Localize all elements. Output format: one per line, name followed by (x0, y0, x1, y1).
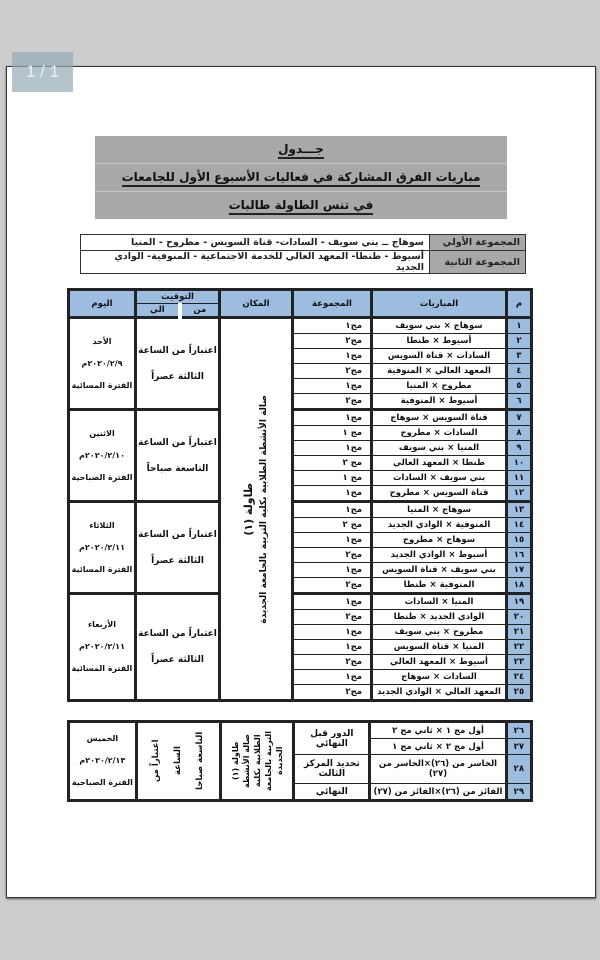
match-teams: أول مج ٢ × ثاني مج ١ (370, 739, 506, 755)
round-semifinal: الدور قبل النهائي (294, 722, 370, 755)
match-group: مج ٢ (293, 456, 372, 471)
match-number: ٢٤ (507, 670, 532, 685)
match-teams: السادات × سوهاج (372, 670, 507, 685)
match-group: مج١ (293, 533, 372, 548)
match-group: مج ١ (293, 426, 372, 441)
match-number: ١٠ (507, 456, 532, 471)
time-cell (136, 318, 220, 410)
match-number: ٣ (507, 349, 532, 364)
match-group: مج٢ (293, 578, 372, 594)
finals-day (69, 722, 137, 801)
group-label: المجموعة الأولي (430, 235, 526, 251)
group-teams: سوهاج ــ بني سويف - السادات- قناة السويس - مطروح - المنيا (81, 235, 430, 251)
match-group: مج١ (293, 379, 372, 394)
match-group: مج٢ (293, 655, 372, 670)
day-date: ٢٠٢٠/٢/١١م (79, 642, 125, 651)
match-teams: قناة السويس × مطروح (372, 486, 507, 502)
match-group: مج١ (293, 625, 372, 640)
day-cell (69, 594, 136, 701)
finals-place (220, 722, 294, 801)
match-teams: المعهد العالي × المنوفية (372, 364, 507, 379)
finals-place-hall: صالة الأنشطة الطلابية بكلية التربية بالجامعة الجديدة (241, 731, 284, 791)
match-number: ٨ (507, 426, 532, 441)
time-cell (136, 410, 220, 502)
time-from: اعتباراً من الساعة (138, 529, 217, 540)
header-matches: المباريات (372, 290, 507, 318)
header-time: التوقيت (136, 290, 220, 304)
match-teams: الوادي الجديد × طنطا (372, 610, 507, 625)
match-row (69, 594, 532, 610)
match-number: ٤ (507, 364, 532, 379)
day-date: ٢٠٢٠/٢/١٠م (79, 450, 125, 460)
header-to: الي (136, 304, 180, 318)
match-teams: المنوفية × الوادي الجديد (372, 518, 507, 533)
day-period: الفترة المسائية (71, 664, 133, 673)
match-number: ١٤ (507, 518, 532, 533)
match-number: ٧ (507, 410, 532, 426)
match-group: مج٢ (293, 610, 372, 625)
day-period: الفترة الصباحية (71, 778, 133, 787)
schedule-table (67, 288, 533, 702)
day-name: الأحد (92, 336, 112, 346)
groups-table (80, 234, 526, 274)
title-line-1: جـــدول (278, 142, 324, 159)
match-teams: قناة السويس × سوهاج (372, 410, 507, 426)
group-label: المجموعة الثانية (430, 251, 526, 274)
day-period: الفترة المسائية (71, 564, 133, 574)
match-teams: السادات × مطروح (372, 426, 507, 441)
match-number: ٢ (507, 334, 532, 349)
group-row (81, 251, 526, 274)
match-teams: أسيوط × الوادي الجديد (372, 548, 507, 563)
match-number: ٢١ (507, 625, 532, 640)
match-group: مج١ (293, 318, 372, 334)
match-row (69, 318, 532, 334)
title-line-2: مباريات الفرق المشاركة في فعاليات الأسبوع الأول للجامعات (122, 170, 481, 187)
match-number: ١٣ (507, 502, 532, 518)
match-number: ٢٩ (506, 784, 531, 801)
match-teams: مطروح × المنيا (372, 379, 507, 394)
match-group: مج١ (293, 486, 372, 502)
venue-hall: صالة الأنشطة الطلابية بكلية التربية بالجامعة الجديدة (258, 394, 269, 624)
round-third-place: تحديد المركز الثالث (294, 755, 370, 784)
day-period: الفترة الصباحية (71, 472, 133, 482)
match-group: مج١ (293, 670, 372, 685)
time-to: الثالثة عصراً (151, 371, 204, 382)
title-line-3: في تنس الطاولة طالبات (229, 198, 374, 215)
group-row (81, 235, 526, 251)
day-cell (69, 502, 136, 594)
match-teams: أسيوط × طنطا (372, 334, 507, 349)
match-teams: بني سويف × قناة السويس (372, 563, 507, 578)
venue-cell (220, 318, 293, 701)
match-teams: سوهاج × بني سويف (372, 318, 507, 334)
match-number: ١٢ (507, 486, 532, 502)
finals-time-to: التاسعة صباحا (195, 731, 206, 791)
match-number: ٢٧ (506, 739, 531, 755)
header-row (69, 290, 532, 304)
match-number: ٢٢ (507, 640, 532, 655)
match-teams: المنيا × بني سويف (372, 441, 507, 456)
match-number: ٦ (507, 394, 532, 410)
time-cell (136, 502, 220, 594)
finals-time (136, 722, 220, 801)
day-name: الاثنين (89, 428, 115, 438)
match-number: ١١ (507, 471, 532, 486)
match-number: ٥ (507, 379, 532, 394)
header-day: اليوم (69, 290, 136, 318)
day-cell (69, 410, 136, 502)
match-number: ١٩ (507, 594, 532, 610)
match-group: مج٢ (293, 685, 372, 701)
match-teams: سوهاج × المنيا (372, 502, 507, 518)
match-number: ٢٨ (506, 755, 531, 784)
match-teams: المعهد العالي × الوادي الجديد (372, 685, 507, 701)
match-group: مج ١ (293, 471, 372, 486)
time-to: الثالثة عصراً (151, 655, 204, 665)
match-teams: أسيوط × المنوفية (372, 394, 507, 410)
time-cell (136, 594, 220, 701)
match-group: مج١ (293, 594, 372, 610)
day-name: الخميس (86, 734, 119, 743)
title-block (95, 136, 507, 219)
finals-place-table: طاولة (١) (230, 741, 240, 781)
venue-table: طاولة (١) (241, 482, 255, 536)
match-teams: بني سويف × السادات (372, 471, 507, 486)
match-number: ٢٠ (507, 610, 532, 625)
match-teams: سوهاج × مطروح (372, 533, 507, 548)
finals-table (67, 720, 533, 802)
match-group: مج٢ (293, 334, 372, 349)
final-row (69, 722, 532, 739)
header-place: المكان (220, 290, 293, 318)
day-name: الثلاثاء (89, 520, 115, 530)
match-group: مج ٢ (293, 518, 372, 533)
match-teams: السادات × قناة السويس (372, 349, 507, 364)
match-number: ١ (507, 318, 532, 334)
match-teams: المنيا × قناة السويس (372, 640, 507, 655)
time-to: الثالثة عصراً (151, 555, 204, 566)
match-number: ١٧ (507, 563, 532, 578)
time-from: اعتباراً من الساعة (138, 629, 217, 639)
match-group: مج١ (293, 563, 372, 578)
match-teams: طنطا × المعهد العالي (372, 456, 507, 471)
header-num: م (507, 290, 532, 318)
match-group: مج١ (293, 441, 372, 456)
day-name: الأربعاء (88, 620, 116, 629)
match-group: مج١ (293, 640, 372, 655)
match-number: ٢٥ (507, 685, 532, 701)
time-to: التاسعة صباحاً (146, 463, 209, 474)
match-group: مج١ (293, 349, 372, 364)
match-number: ٩ (507, 441, 532, 456)
round-final: النهائي (294, 784, 370, 801)
day-date: ٢٠٢٠/٢/١٣م (79, 756, 126, 765)
match-group: مج١ (293, 502, 372, 518)
match-teams: الخاسر من (٢٦)×الخاسر من (٢٧) (370, 755, 506, 784)
finals-time-from: اعتباراً من الساعة (151, 739, 184, 783)
match-row (69, 410, 532, 426)
day-cell (69, 318, 136, 410)
match-group: مج٢ (293, 394, 372, 410)
match-teams: الفائز من (٢٦)×الفائز من (٢٧) (370, 784, 506, 801)
match-teams: المنوفية × طنطا (372, 578, 507, 594)
match-number: ١٦ (507, 548, 532, 563)
match-number: ١٨ (507, 578, 532, 594)
match-teams: المنيا × السادات (372, 594, 507, 610)
match-teams: أول مج ١ × ثاني مج ٢ (370, 722, 506, 739)
time-from: اعتباراً من الساعة (138, 345, 217, 356)
match-group: مج١ (293, 410, 372, 426)
match-row (69, 502, 532, 518)
time-from: اعتباراً من الساعة (138, 437, 217, 448)
match-number: ٢٦ (506, 722, 531, 739)
day-date: ٢٠٢٠/٢/١١م (79, 542, 125, 552)
match-group: مج٢ (293, 548, 372, 563)
header-group: المجموعة (293, 290, 372, 318)
page-indicator: 1 / 1 (12, 52, 73, 92)
match-group: مج٢ (293, 364, 372, 379)
day-date: ٢٠٢٠/٢/٩م (81, 358, 123, 368)
match-number: ١٥ (507, 533, 532, 548)
match-teams: مطروح × بني سويف (372, 625, 507, 640)
match-number: ٢٣ (507, 655, 532, 670)
header-from: من (180, 304, 220, 318)
day-period: الفترة المسائية (71, 380, 133, 390)
match-teams: أسيوط × المعهد العالي (372, 655, 507, 670)
group-teams: أسيوط - طنطا- المعهد العالي للخدمة الاجتماعية - المنوفية- الوادي الجديد (81, 251, 430, 274)
